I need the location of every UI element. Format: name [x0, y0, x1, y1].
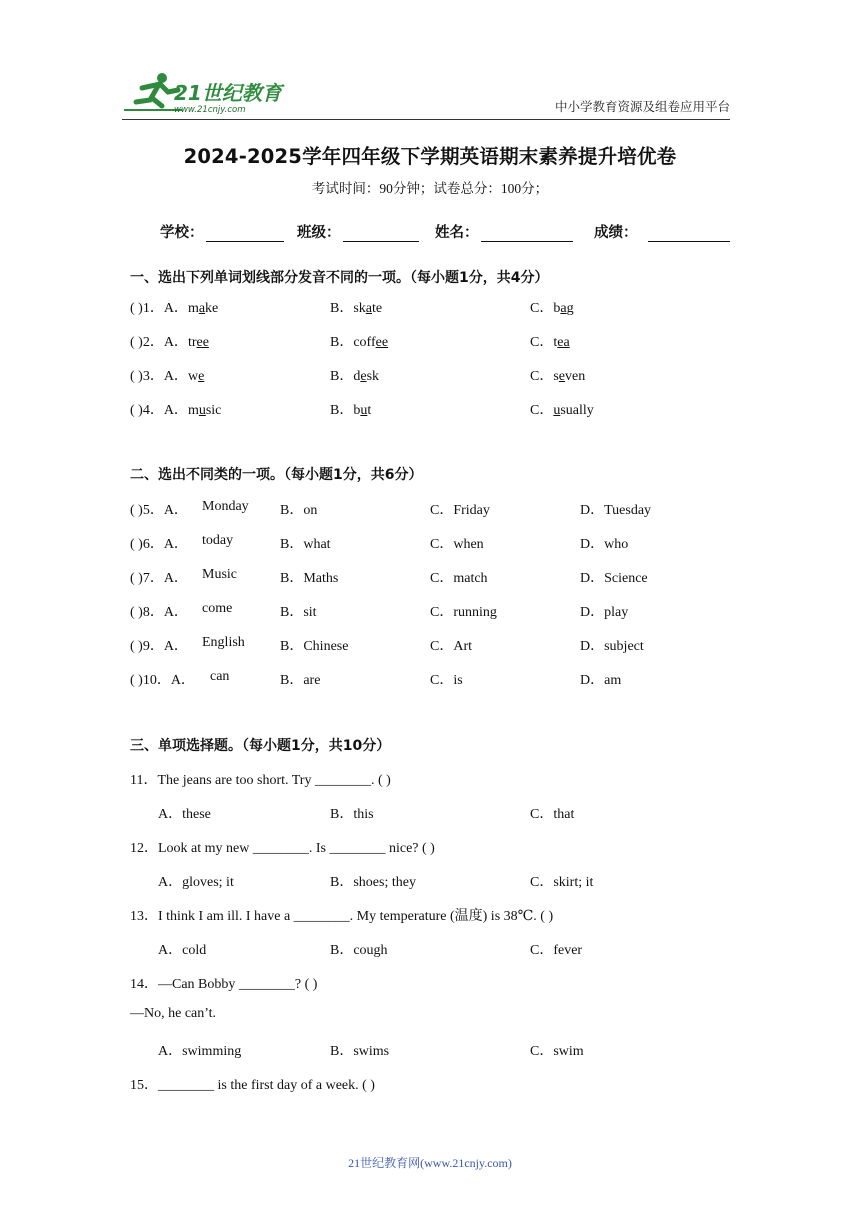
option-label: B．: [330, 301, 354, 316]
class-label: 班级：: [297, 225, 341, 241]
option-c[interactable]: C．skirt; it: [530, 875, 594, 890]
option-label: ( )1．A．: [130, 301, 188, 316]
option-label: B．: [330, 369, 354, 384]
question-14-dialogue: —No, he can’t.: [130, 1006, 217, 1021]
option-a[interactable]: can: [210, 669, 230, 684]
logo: [122, 70, 292, 114]
option-a[interactable]: A．gloves; it: [158, 875, 234, 890]
option-label: C．: [530, 403, 554, 418]
option-a[interactable]: A．cold: [158, 943, 207, 958]
name-field[interactable]: [435, 221, 573, 242]
option-c[interactable]: C．swim: [530, 1044, 584, 1059]
name-blank[interactable]: [481, 225, 573, 242]
word-part: s: [553, 369, 559, 384]
option-label: C．: [530, 301, 554, 316]
option-b[interactable]: [330, 331, 388, 351]
option-a[interactable]: A．these: [158, 807, 211, 822]
option-c[interactable]: [530, 365, 585, 385]
option-label: B．: [330, 403, 354, 418]
option-a[interactable]: come: [202, 601, 233, 616]
option-d[interactable]: D．subject: [580, 639, 644, 654]
option-c[interactable]: C．Art: [430, 639, 472, 654]
word-part: sic: [205, 403, 222, 418]
option-b[interactable]: B．this: [330, 807, 374, 822]
option-b[interactable]: B．on: [280, 503, 318, 518]
header-rule: [122, 119, 730, 120]
underlined-letters: u: [553, 403, 561, 418]
option-c[interactable]: [530, 331, 570, 351]
word-part: w: [187, 369, 199, 384]
underlined-letters: ee: [196, 335, 209, 350]
question-number[interactable]: ( )5．A．: [130, 503, 188, 518]
option-a[interactable]: [130, 297, 218, 317]
option-a[interactable]: Monday: [202, 499, 249, 514]
question-number[interactable]: ( )8．A．: [130, 605, 188, 620]
question-12-stem: 12．Look at my new ________. Is ________ nice? ( ): [130, 841, 435, 856]
word-part: te: [372, 301, 383, 316]
score-blank[interactable]: [648, 225, 730, 242]
question-11-stem: 11．The jeans are too short. Try ________. ( ): [130, 773, 391, 788]
question-14-stem: 14．—Can Bobby ________? ( ): [130, 977, 318, 992]
option-a[interactable]: English: [202, 635, 245, 650]
word-part: t: [553, 335, 558, 350]
score-field[interactable]: [594, 221, 730, 242]
option-label: B．: [330, 335, 354, 350]
option-c[interactable]: C．is: [430, 673, 463, 688]
platform-label: 中小学教育资源及组卷应用平台: [554, 100, 730, 114]
option-label: ( )3．A．: [130, 369, 188, 384]
page-title: 2024-2025学年四年级下学期英语期末素养提升培优卷: [183, 145, 677, 168]
logo-url: www.21cnjy.com: [174, 105, 246, 114]
underlined-letters: e: [198, 369, 205, 384]
student-info-row: [0, 221, 860, 245]
option-label: C．: [530, 335, 554, 350]
option-d[interactable]: D．Science: [580, 571, 648, 586]
option-b[interactable]: B．Maths: [280, 571, 339, 586]
underlined-letters: a: [198, 301, 206, 316]
logo-text: 21世纪教育: [174, 81, 282, 105]
word-part: sk: [353, 301, 366, 316]
option-b[interactable]: [330, 365, 379, 385]
option-b[interactable]: B．cough: [330, 943, 388, 958]
option-c[interactable]: [530, 297, 574, 317]
option-label: ( )4．A．: [130, 403, 188, 418]
option-b[interactable]: B．are: [280, 673, 321, 688]
option-c[interactable]: C．running: [430, 605, 497, 620]
option-b[interactable]: B．swims: [330, 1044, 390, 1059]
question-number[interactable]: ( )6．A．: [130, 537, 188, 552]
school-field[interactable]: [160, 221, 284, 242]
underlined-letters: e: [360, 369, 367, 384]
word-part: coff: [353, 335, 376, 350]
option-b[interactable]: B．sit: [280, 605, 317, 620]
underlined-letters: e: [558, 369, 566, 384]
section-2-heading: 二、选出不同类的一项。（每小题1分，共6分）: [130, 467, 423, 483]
page-subtitle: 考试时间：90分钟；试卷总分：100分；: [311, 181, 549, 196]
option-c[interactable]: C．Friday: [430, 503, 490, 518]
option-c[interactable]: C．match: [430, 571, 488, 586]
option-b[interactable]: B．Chinese: [280, 639, 349, 654]
option-label: ( )2．A．: [130, 335, 188, 350]
option-a[interactable]: [130, 365, 204, 385]
word-part: sk: [366, 369, 380, 384]
underlined-letters: u: [360, 403, 368, 418]
word-part: t: [367, 403, 372, 418]
option-b[interactable]: [330, 297, 382, 317]
word-part: g: [566, 301, 574, 316]
name-label: 姓名：: [435, 225, 479, 241]
score-label: 成绩：: [594, 225, 638, 241]
underlined-letters: a: [560, 301, 567, 316]
option-c[interactable]: [530, 399, 594, 419]
class-blank[interactable]: [343, 225, 419, 242]
option-a[interactable]: [130, 331, 209, 351]
word-part: ven: [565, 369, 586, 384]
option-label: C．: [530, 369, 554, 384]
option-d[interactable]: D．am: [580, 673, 622, 688]
word-part: tr: [187, 335, 197, 350]
word-part: m: [187, 301, 199, 316]
option-c[interactable]: C．that: [530, 807, 575, 822]
question-13-stem: 13．I think I am ill. I have a ________. My temperature (温度) is 38℃. ( ): [130, 909, 554, 924]
word-part: b: [353, 403, 361, 418]
word-part: d: [353, 369, 361, 384]
option-d[interactable]: D．Tuesday: [580, 503, 652, 518]
option-b[interactable]: [330, 399, 371, 419]
question-15-stem: 15．________ is the first day of a week. ( ): [130, 1078, 375, 1093]
question-number[interactable]: ( )10．A．: [130, 673, 195, 688]
option-a[interactable]: [130, 399, 221, 419]
option-d[interactable]: D．who: [580, 537, 629, 552]
option-b[interactable]: B．what: [280, 537, 331, 552]
footer-link[interactable]: 21世纪教育网(www.21cnjy.com): [348, 1156, 512, 1170]
word-part: sually: [560, 403, 594, 418]
word-part: ke: [205, 301, 219, 316]
underlined-letters: ee: [375, 335, 389, 350]
underlined-letters: ea: [557, 335, 570, 350]
school-blank[interactable]: [206, 225, 284, 242]
option-c[interactable]: C．when: [430, 537, 484, 552]
option-a[interactable]: Music: [202, 567, 237, 582]
option-a[interactable]: today: [202, 533, 234, 548]
school-label: 学校：: [160, 225, 204, 241]
option-d[interactable]: D．play: [580, 605, 629, 620]
word-part: m: [187, 403, 199, 418]
option-b[interactable]: B．shoes; they: [330, 875, 416, 890]
option-a[interactable]: A．swimming: [158, 1044, 242, 1059]
underlined-letters: u: [198, 403, 206, 418]
question-number[interactable]: ( )9．A．: [130, 639, 188, 654]
class-field[interactable]: [297, 221, 419, 242]
section-1-heading: 一、选出下列单词划线部分发音不同的一项。（每小题1分，共4分）: [130, 270, 549, 286]
question-number[interactable]: ( )7．A．: [130, 571, 188, 586]
word-part: b: [553, 301, 561, 316]
underlined-letters: a: [365, 301, 373, 316]
section-3-heading: 三、单项选择题。（每小题1分，共10分）: [130, 738, 391, 754]
option-c[interactable]: C．fever: [530, 943, 583, 958]
